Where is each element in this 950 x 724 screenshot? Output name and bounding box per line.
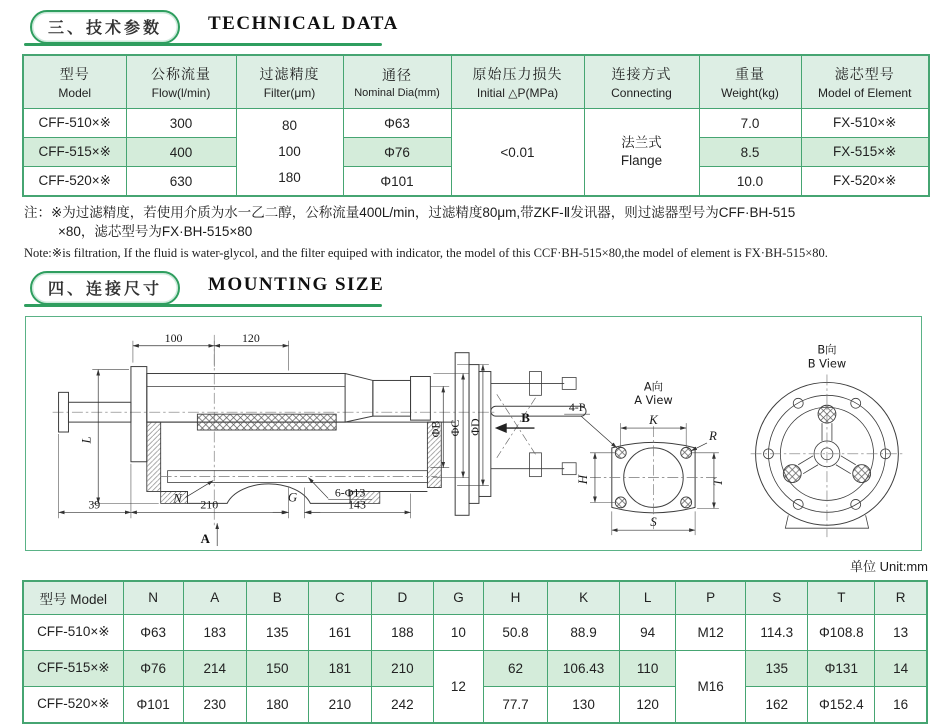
cell-element: FX-520×※ — [801, 167, 929, 197]
cell-L: 94 — [620, 614, 676, 650]
col-header-model: 型号 Model — [23, 581, 123, 615]
a-view-title-en: A View — [634, 393, 673, 408]
dim-G: G — [287, 490, 298, 505]
cell-T: Φ108.8 — [808, 614, 875, 650]
col-header-L: L — [620, 581, 676, 615]
dim-39: 39 — [88, 497, 101, 512]
header-zh: 原始压力损失 — [472, 66, 563, 82]
col-header-model — [23, 55, 126, 109]
b-view-title-zh: B向 — [817, 342, 837, 357]
cell-weight: 10.0 — [699, 167, 801, 197]
header-en: Flow(l/min) — [151, 86, 211, 100]
col-header-initial-dp — [451, 55, 584, 109]
connecting-en: Flange — [620, 153, 663, 168]
cell-D: 210 — [371, 650, 433, 686]
cell-N: Φ63 — [123, 614, 183, 650]
header-zh: 公称流量 — [151, 66, 211, 82]
b-view-title-en: B View — [807, 356, 847, 371]
side-view-dimensions — [59, 331, 535, 546]
header-zh: 过滤精度 — [259, 66, 320, 82]
mount-row-515 — [23, 650, 927, 686]
cell-S: 114.3 — [746, 614, 808, 650]
unit-label: 单位 Unit:mm — [849, 558, 928, 574]
label-4-P: 4-P — [568, 399, 586, 414]
label-6-phi13: 6-Φ13 — [334, 485, 366, 500]
section-title-en: MOUNTING SIZE — [208, 273, 385, 295]
cell-P: M12 — [676, 614, 746, 650]
col-header-R: R — [875, 581, 927, 615]
cell-C: 161 — [308, 614, 371, 650]
cell-initial-dp-merged: <0.01 — [451, 109, 584, 197]
header-zh: 重量 — [735, 66, 765, 82]
col-header-weight — [699, 55, 801, 109]
col-header-N: N — [123, 581, 183, 615]
cell-R: 14 — [875, 650, 927, 686]
cell-C: 210 — [308, 686, 371, 723]
cell-element: FX-515×※ — [801, 138, 929, 167]
section-pill-zh: 三、技术参数 — [30, 10, 180, 44]
col-header-nominal-dia — [343, 55, 451, 109]
cell-filter-merged — [236, 109, 343, 197]
cell-K: 106.43 — [548, 650, 620, 686]
col-header-C: C — [308, 581, 371, 615]
dim-phiD: ΦD — [467, 418, 482, 436]
col-header-A: A — [183, 581, 246, 615]
col-header-flow — [126, 55, 236, 109]
dim-L: L — [79, 436, 94, 444]
cell-dia: Φ63 — [343, 109, 451, 138]
cell-L: 120 — [620, 686, 676, 723]
cell-S: 162 — [746, 686, 808, 723]
cell-G: 10 — [433, 614, 483, 650]
section-pill-zh: 四、连接尺寸 — [30, 271, 180, 305]
dim-phiC: ΦC — [448, 419, 463, 437]
dim-S: S — [650, 514, 657, 529]
header-en: Connecting — [611, 86, 672, 100]
mount-header-row — [23, 581, 927, 615]
tech-row-510 — [23, 109, 929, 138]
cell-D: 242 — [371, 686, 433, 723]
cell-H: 50.8 — [483, 614, 547, 650]
dim-143: 143 — [348, 497, 366, 512]
technical-data-table — [22, 54, 930, 197]
cell-model: CFF-515×※ — [23, 138, 126, 167]
dim-H: H — [576, 474, 591, 485]
mounting-drawing — [26, 317, 921, 550]
cell-model: CFF-520×※ — [23, 167, 126, 197]
notes-block — [24, 204, 928, 261]
cell-element: FX-510×※ — [801, 109, 929, 138]
dim-R: R — [709, 428, 717, 443]
cell-K: 130 — [548, 686, 620, 723]
col-header-B: B — [246, 581, 308, 615]
cell-model: CFF-515×※ — [23, 650, 123, 686]
header-en: Model of Element — [818, 86, 912, 100]
dim-120: 120 — [242, 330, 260, 345]
connecting-zh: 法兰式 — [621, 135, 662, 151]
dim-100: 100 — [164, 330, 183, 345]
header-en: Filter(μm) — [263, 86, 316, 100]
cell-dia: Φ76 — [343, 138, 451, 167]
header-en: Model — [58, 86, 92, 100]
cell-D: 188 — [371, 614, 433, 650]
cell-N: Φ76 — [123, 650, 183, 686]
col-header-T: T — [808, 581, 875, 615]
col-header-connecting — [584, 55, 699, 109]
mounting-size-table — [22, 580, 928, 724]
cell-H: 77.7 — [483, 686, 547, 723]
cell-K: 88.9 — [548, 614, 620, 650]
cell-H: 62 — [483, 650, 547, 686]
cell-A: 183 — [183, 614, 246, 650]
cell-S: 135 — [746, 650, 808, 686]
cell-weight: 7.0 — [699, 109, 801, 138]
cell-A: 230 — [183, 686, 246, 723]
cell-R: 13 — [875, 614, 927, 650]
cell-B: 150 — [246, 650, 308, 686]
cell-T: Φ152.4 — [808, 686, 875, 723]
col-header-G: G — [433, 581, 483, 615]
cell-N: Φ101 — [123, 686, 183, 723]
header-zh: 滤芯型号 — [834, 66, 895, 82]
cell-dia: Φ101 — [343, 167, 451, 197]
cell-P-merged: M16 — [676, 650, 746, 723]
dim-210: 210 — [200, 497, 219, 512]
cell-weight: 8.5 — [699, 138, 801, 167]
label-B-direction: B — [521, 410, 530, 425]
filter-value: 180 — [278, 170, 301, 185]
note-zh-line2: ×80，滤芯型号为FX·BH-515×80 — [58, 223, 253, 239]
cell-connecting-merged — [584, 109, 699, 197]
note-en: Note:※is filtration, If the fluid is water-glycol, and the filter equiped with indicator, the model of this CCF·BH-515×80,the model of element is FX·BH-515×80. — [24, 245, 828, 260]
cell-model: CFF-520×※ — [23, 686, 123, 723]
cell-B: 135 — [246, 614, 308, 650]
col-header-P: P — [676, 581, 746, 615]
dim-K: K — [649, 412, 658, 427]
col-header-K: K — [548, 581, 620, 615]
header-en: Initial △P(MPa) — [476, 86, 559, 100]
tech-header-row — [23, 55, 929, 109]
dim-phiB: ΦB — [428, 420, 443, 438]
section-title-en: TECHNICAL DATA — [208, 13, 399, 34]
section-header-mounting-size — [30, 271, 385, 307]
label-N: N — [173, 491, 182, 506]
col-header-D: D — [371, 581, 433, 615]
label-A-direction: A — [200, 531, 210, 546]
cell-flow: 630 — [126, 167, 236, 197]
section-header-technical-data — [30, 10, 399, 46]
note-zh-line1: 注：※为过滤精度，若使用介质为水一乙二醇，公称流量400L/min，过滤精度80μm,带ZKF-Ⅱ发讯器，则过滤器型号为CFF·BH-515 — [24, 205, 796, 220]
col-header-element-model — [801, 55, 929, 109]
cell-model: CFF-510×※ — [23, 614, 123, 650]
cell-model: CFF-510×※ — [23, 109, 126, 138]
datasheet-page — [0, 10, 950, 714]
filter-value: 80 — [281, 118, 298, 133]
cell-flow: 400 — [126, 138, 236, 167]
cell-A: 214 — [183, 650, 246, 686]
cell-T: Φ131 — [808, 650, 875, 686]
a-view — [564, 379, 725, 535]
header-zh: 连接方式 — [611, 66, 672, 82]
b-view — [751, 342, 904, 536]
filter-value: 100 — [278, 144, 301, 159]
col-header-filter — [236, 55, 343, 109]
dim-T: T — [710, 478, 725, 486]
cell-B: 180 — [246, 686, 308, 723]
cell-L: 110 — [620, 650, 676, 686]
header-zh: 型号 — [59, 66, 90, 82]
cell-R: 16 — [875, 686, 927, 723]
header-zh: 通径 — [382, 67, 412, 83]
cell-G-merged: 12 — [433, 650, 483, 723]
b-direction-arrowhead — [495, 423, 507, 433]
mount-row-510 — [23, 614, 927, 650]
header-en: Nominal Dia(mm) — [354, 87, 440, 99]
cell-flow: 300 — [126, 109, 236, 138]
col-header-S: S — [746, 581, 808, 615]
mounting-drawing-box — [25, 316, 922, 551]
a-view-title-zh: A向 — [643, 379, 664, 394]
header-en: Weight(kg) — [721, 86, 779, 100]
cell-C: 181 — [308, 650, 371, 686]
col-header-H: H — [483, 581, 547, 615]
